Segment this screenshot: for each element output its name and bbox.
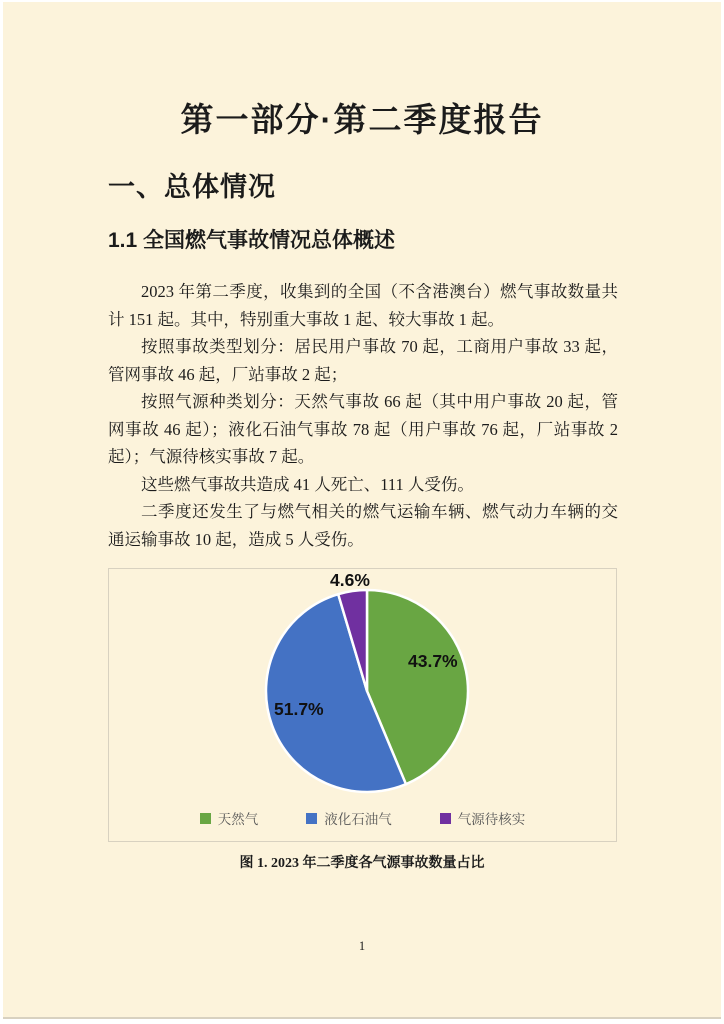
chart-legend xyxy=(109,808,616,828)
report-page xyxy=(3,2,721,1019)
page-title: 第一部分·第二季度报告 xyxy=(180,101,544,138)
figure-caption: 图 1. 2023 年二季度各气源事故数量占比 xyxy=(239,856,485,871)
body-text xyxy=(108,278,618,553)
legend-item-natural-gas xyxy=(200,808,259,828)
paragraph-overview: 2023 年第二季度，收集到的全国（不含港澳台）燃气事故数量共计 151 起。其中，特别重大事故 1 起、较大事故 1 起。 xyxy=(108,282,618,329)
figure-box xyxy=(108,568,617,842)
legend-label: 液化石油气 xyxy=(324,812,392,827)
pie-label-natural-gas: 43.7% xyxy=(408,651,458,671)
legend-square-icon xyxy=(306,813,317,824)
legend-item-pending-verification xyxy=(440,808,526,828)
paragraph-by-accident-type: 按照事故类型划分：居民用户事故 70 起，工商用户事故 33 起，管网事故 46 起，厂站事故 2 起； xyxy=(108,337,618,384)
pie-chart xyxy=(109,569,616,841)
legend-square-icon xyxy=(440,813,451,824)
legend-label: 气源待核实 xyxy=(457,812,526,827)
paragraph-casualties: 这些燃气事故共造成 41 人死亡、111 人受伤。 xyxy=(141,474,474,494)
legend-label: 天然气 xyxy=(217,812,259,827)
subsection-heading: 1.1 全国燃气事故情况总体概述 xyxy=(108,229,396,252)
paragraph-by-gas-source: 按照气源种类划分：天然气事故 66 起（其中用户事故 20 起，管网事故 46 起）；液化石油气事故 78 起（用户事故 76 起，厂站事故 2 起）；气源待核实事故 7 起。 xyxy=(108,392,618,466)
legend-square-icon xyxy=(200,813,211,824)
legend-item-lpg xyxy=(306,808,392,828)
section-heading: 一、总体情况 xyxy=(108,172,276,202)
pie-label-lpg: 51.7% xyxy=(274,699,324,719)
pie-label-pending-verification: 4.6% xyxy=(330,570,370,590)
page-number: 1 xyxy=(358,939,366,953)
paragraph-transport-accidents: 二季度还发生了与燃气相关的燃气运输车辆、燃气动力车辆的交通运输事故 10 起，造成 5 人受伤。 xyxy=(108,502,618,549)
